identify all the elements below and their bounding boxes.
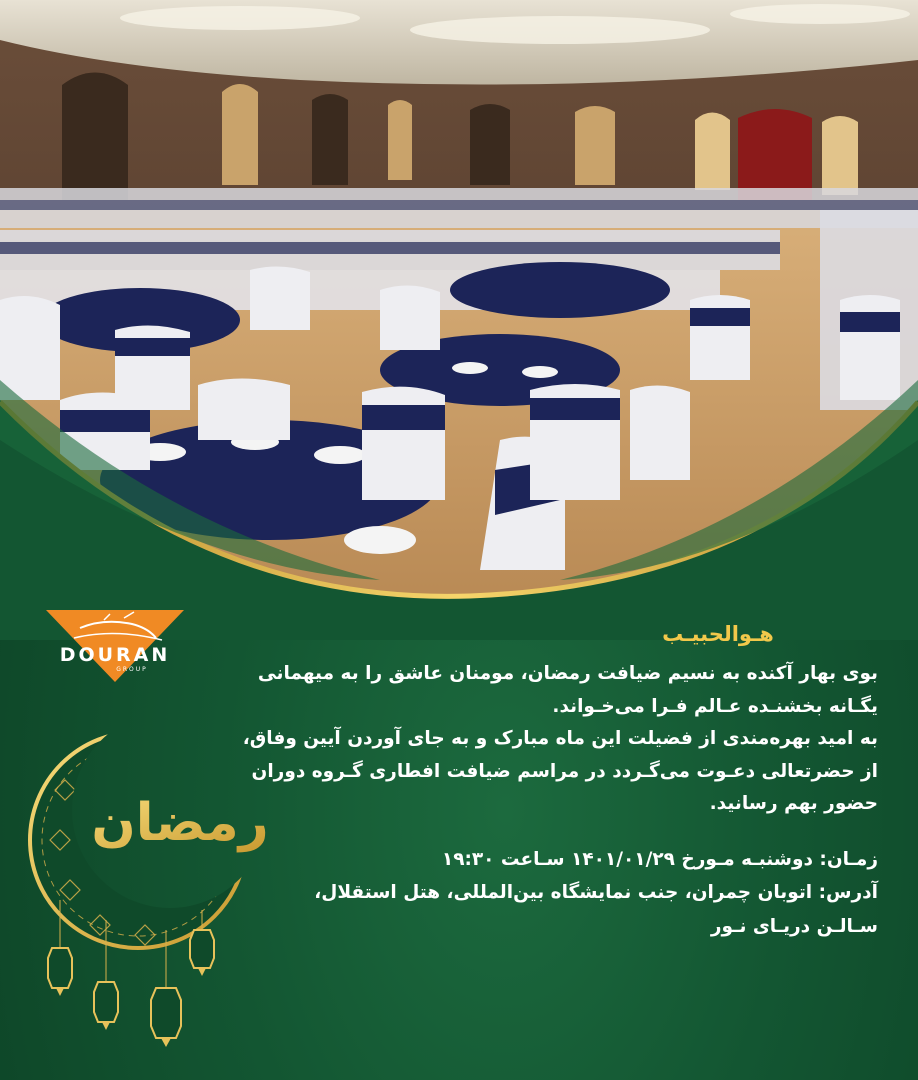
ramadan-calligraphy: رمضان [91,793,269,853]
ramadan-decor [20,720,280,1060]
logo-wordmark: DOURAN [59,644,171,666]
event-address-line-2: سـالـن دریـای نـور [710,915,878,937]
crescent-moon-icon [20,720,280,1060]
event-address-line-1: آدرس: اتوبان چمران، جنب نمایشگاه بین‌المللی، هتل استقلال، [314,882,878,903]
logo-subtitle: GROUP [116,666,148,673]
invitation-text [238,622,878,943]
paragraph-1: بوی بهار آکنده به نسیم ضیافت رمضان، مومنان عاشق را به میهمانی یگـانه بخشنـده عـالم فـرا می‌خـواند. [257,663,878,717]
event-time: زمـان: دوشنبـه مـورخ ۱۴۰۱/۰۱/۲۹ سـاعت ۱۹:۳۰ [441,848,878,870]
douran-group-logo [44,608,186,684]
green-swoosh [0,380,918,640]
paragraph-2: به امید بهره‌مندی از فضیلت این ماه مبارک و به جای آوردن آیین وفاق، از حضرتعالی دعـوت می‌گـردد در مراسم ضیافت افطاری گـروه دوران حضور بهم رسانید. [242,728,878,814]
invitation-heading: هـوالحبیـب [662,622,774,646]
